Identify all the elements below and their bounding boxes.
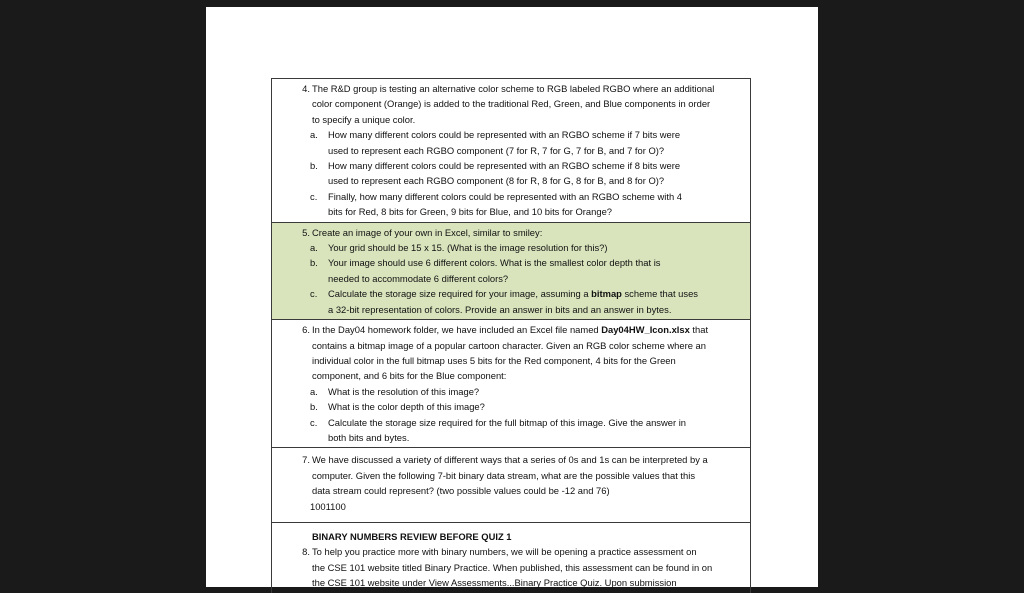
sub-question-4c: c. Finally, how many different colors could be represented with an RGBO scheme with 4 bits for Red, 8 bits for Green, 9 bits for Blue, and 10 bits for Orange? (310, 189, 744, 220)
sub-question-6b: b. What is the color depth of this image? (310, 399, 744, 414)
sub-question-line: How many different colors could be represented with an RGBO scheme if 8 bits were (328, 160, 681, 172)
question-text-line: component, and 6 bits for the Blue component: (312, 370, 507, 382)
sub-question-4a: a. How many different colors could be represented with an RGBO scheme if 7 bits were used to represent each RGBO component (7 for R, 7 for G, 7 for B, and 7 for O)? (310, 127, 744, 158)
sub-question-line: Your grid should be 15 x 15. (What is the image resolution for this?) (328, 242, 608, 254)
question-text-line: color component (Orange) is added to the traditional Red, Green, and Blue components in order (312, 98, 711, 110)
question-text-line: In the Day04 homework folder, we have included an Excel file named Day04HW_Icon.xlsx that (312, 324, 709, 336)
question-text-line: Create an image of your own in Excel, similar to smiley: (312, 226, 543, 238)
question-8 (272, 523, 750, 593)
question-text-line: to specify a unique color. (312, 113, 416, 125)
question-number: 4. (302, 83, 310, 94)
question-text-line: The R&D group is testing an alternative color scheme to RGB labeled RGBO where an additional (312, 83, 715, 94)
sub-question-line: How many different colors could be represented with an RGBO scheme if 7 bits were (328, 129, 681, 141)
sub-question-5b: b. Your image should use 6 different colors. What is the smallest color depth that is needed to accommodate 6 different colors? (310, 255, 744, 286)
sub-question-line: Calculate the storage size required for the full bitmap of this image. Give the answer in (328, 416, 686, 428)
sub-question-5a: a. Your grid should be 15 x 15. (What is the image resolution for this?) (310, 240, 744, 255)
question-number: 5. (302, 226, 310, 238)
sub-question-line: used to represent each RGBO component (7 for R, 7 for G, 7 for B, and 7 for O)? (328, 144, 665, 156)
sub-question-line: Your image should use 6 different colors. What is the smallest color depth that is (328, 257, 661, 269)
section-heading: BINARY NUMBERS REVIEW BEFORE QUIZ 1 (312, 530, 512, 542)
sub-question-line: needed to accommodate 6 different colors? (328, 272, 509, 284)
question-number: 6. (302, 324, 310, 336)
question-text-line: computer. Given the following 7-bit binary data stream, what are the possible values that this (312, 469, 696, 481)
sub-question-6a: a. What is the resolution of this image? (310, 384, 744, 399)
sub-question-6c: c. Calculate the storage size required for the full bitmap of this image. Give the answer in both bits and bytes. (310, 415, 744, 446)
sub-question-line: bits for Red, 8 bits for Green, 9 bits for Blue, and 10 bits for Orange? (328, 206, 613, 218)
bold-term: bitmap (591, 288, 622, 300)
sub-question-5c: c. Calculate the storage size required for your image, assuming a bitmap scheme that uses a 32-bit representation of colors. Provide an answer in bits and an answer in bytes. (310, 286, 744, 317)
binary-data-stream: 1001100 (310, 500, 346, 512)
sub-question-line: What is the resolution of this image? (328, 385, 480, 397)
question-text-line: We have discussed a variety of different ways that a series of 0s and 1s can be interpreted by a (312, 454, 708, 466)
file-name: Day04HW_Icon.xlsx (601, 324, 690, 336)
question-5 (272, 223, 750, 320)
sub-question-line: a 32-bit representation of colors. Provide an answer in bits and an answer in bytes. (328, 303, 672, 315)
question-text-line: To help you practice more with binary numbers, we will be opening a practice assessment on (312, 546, 697, 558)
question-text-line: the CSE 101 website under View Assessments...Binary Practice Quiz. Upon submission (312, 577, 677, 589)
question-6 (272, 320, 750, 448)
question-7 (272, 448, 750, 523)
sub-question-line: Calculate the storage size required for your image, assuming a bitmap scheme that uses (328, 288, 698, 300)
sub-question-4b: b. How many different colors could be represented with an RGBO scheme if 8 bits were used to represent each RGBO component (8 for R, 8 for G, 8 for B, and 8 for O)? (310, 158, 744, 189)
question-text-line: the CSE 101 website titled Binary Practice. When published, this assessment can be found in on (312, 561, 713, 573)
question-table (271, 78, 751, 593)
question-4 (272, 79, 750, 223)
question-number: 8. (302, 546, 310, 558)
sub-question-line: Finally, how many different colors could be represented with an RGBO scheme with 4 (328, 190, 682, 202)
question-number: 7. (302, 454, 310, 466)
question-text-line: contains a bitmap image of a popular cartoon character. Given an RGB color scheme where an (312, 339, 706, 351)
sub-question-line: used to represent each RGBO component (8 for R, 8 for G, 8 for B, and 8 for O)? (328, 175, 665, 187)
question-text-line: individual color in the full bitmap uses 5 bits for the Red component, 4 bits for the Green (312, 354, 676, 366)
sub-question-line: both bits and bytes. (328, 431, 410, 443)
sub-question-line: What is the color depth of this image? (328, 401, 485, 413)
document-page (206, 7, 818, 587)
question-text-line: data stream could represent? (two possible values could be -12 and 76) (312, 485, 610, 497)
